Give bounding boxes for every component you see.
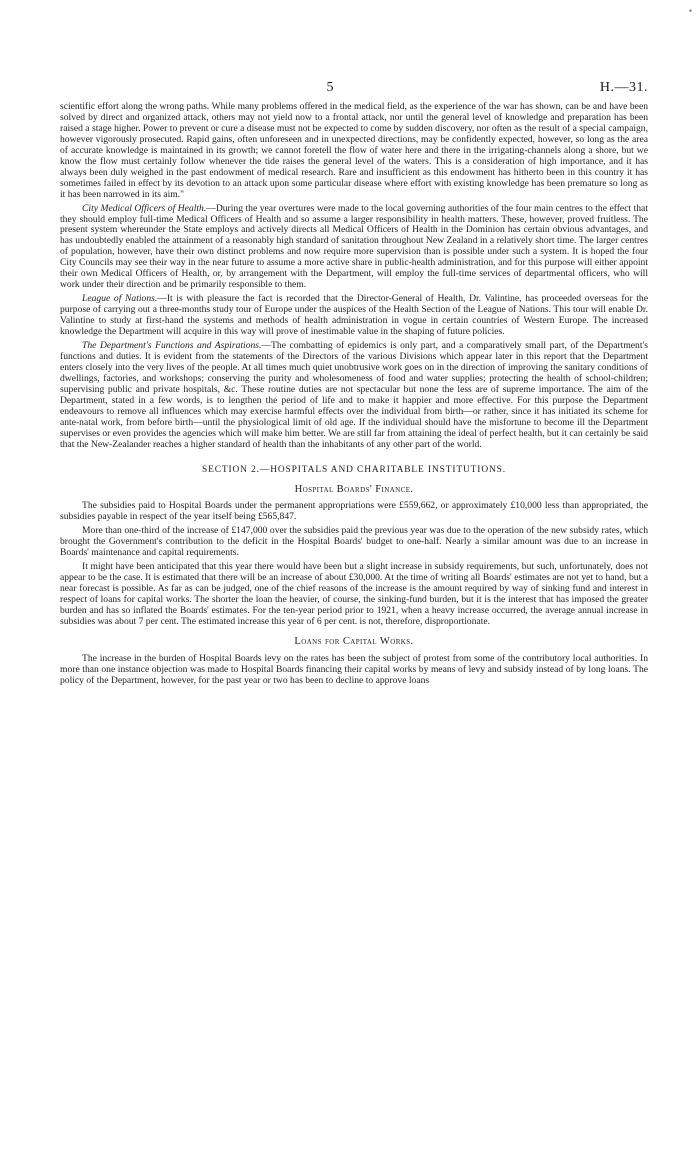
sub-heading-finance: Hospital Boards' Finance. bbox=[294, 483, 414, 495]
paragraph-title: League of Nations. bbox=[82, 293, 158, 305]
body-text bbox=[60, 102, 648, 687]
page-number: 5 bbox=[326, 80, 334, 95]
paragraph-subsidies: The subsidies paid to Hospital Boards under the permanent appropriations were £559,662, or approximately £10,000 less than appropriated, the subsidies payable in respect of the year itself being £565,847. bbox=[60, 500, 648, 523]
document-reference: H.—31. bbox=[599, 80, 648, 95]
paragraph-text: —It is with pleasure the fact is recorded that the Director-General of Health, Dr. Valintine, has proceeded overseas for the purpose of carrying out a three-months study tour of Europe under the auspices of the Health Section of the League of Nations. This tour will enable Dr. Valintine to study at first-hand the systems and methods of health administration in vogue in certain countries of Western Europe. The increased knowledge the Department will acquire in this way will prove of inestimable value in the shaping of future policies. bbox=[60, 293, 648, 338]
paragraph-text: —The combatting of epidemics is only part, and a comparatively small part, of the Department's functions and duties. It is evident from the statements of the Directors of the various Divisions which appear later in this report that the Department enters closely into the very lives of the people. At all times much quiet unobtrusive work goes on in the direction of improving the sanitary conditions of dwellings, factories, and workshops; conserving the purity and wholesomeness of food and water supplies; protecting the health of school-children; supervising public and private hospitals, &c. These routine duties are not spectacular but none the less are of supreme importance. The aim of the Department, stated in a few words, is to lengthen the period of life and to make it happier and more effective. For this purpose the Department endeavours to remove all influences which may exercise harmful effects over the individual from birth—or rather, since it has initiated its scheme for ante-natal work, from before birth—until the physiological limit of old age. If the individual should have the misfortune to become ill the Department supervises or even provides the agencies which will make him better. We are still far from attaining the ideal of perfect health, but it can certainly be said that the New-Zealander reaches a higher standard of health than the inhabitants of any other part of the world. bbox=[60, 340, 648, 450]
paragraph-title: City Medical Officers of Health. bbox=[82, 202, 207, 214]
paragraph-levy: The increase in the burden of Hospital Boards levy on the rates has been the subject of protest from some of the contributory local authorities. In more than one instance objection was made to Hospital Boards financing their capital works by means of levy and subsidy instead of by long loans. The policy of the Department, however, for the past year or two has been to decline to approve loans bbox=[60, 652, 648, 686]
paragraph-continued: scientific effort along the wrong paths. While many problems offered in the medical field, as the experience of the war has shown, can be and have been solved by direct and organized attack, others may not yield now to a frontal attack, nor until the general level of knowledge and preparation has been raised a stage higher. Power to prevent or cure a disease must not be expected to come by sudden discovery, nor often as the result of a special campaign, however vigorously prosecuted. Rapid gains, often unforeseen and in unexpected directions, may be confidently expected, however, so long as the area of accurate knowledge is maintained in its growth; we cannot foretell the flow of water here and there in the irrigating-channels along a shore, but we know the flow must certainly follow whenever the tide raises the general level of the waters. This is a consideration of high importance, and it has always been duly weighed in the past endowment of medical research. Rare and insufficient as this endowment has hitherto been in this country it has sometimes failed in effect by its devotion to an attack upon some particular disease where effort with existing knowledge has been premature so long as it has been narrowed in its aim." bbox=[60, 101, 648, 200]
paragraph-anticipated: It might have been anticipated that this year there would have been but a slight increase in subsidy requirements, but such, unfortunately, does not appear to be the case. It is estimated that there will be an increase of about £30,000. At the time of writing all Boards' estimates are not yet to hand, but a near forecast is possible. As far as can be judged, one of the chief reasons of the increase is the amount required by way of sinking fund and interest in respect of loans for capital works. The shorter the loan the heavier, of course, the sinking-fund burden, but it is the interest that has imposed the greater burden and has so inflated the Boards' estimates. For the ten-year period prior to 1921, when a heavy increase occurred, the average annual increase in subsidies was about 7 per cent. The estimated increase this year of 6 per cent. is not, therefore, disproportionate. bbox=[60, 561, 648, 627]
sub-heading-loans: Loans for Capital Works. bbox=[294, 635, 414, 647]
paragraph-text: —During the year overtures were made to the local governing authorities of the four main centres to the effect that they should employ full-time Medical Officers of Health and so assume a larger responsibility in health matters. These, however, proved fruitless. The present system whereunder the State employs and actively directs all Medical Officers of Health in the Dominion has certain obvious advantages, and has undoubtedly enabled the attainment of a reasonably high standard of sanitation throughout New Zealand in a relatively short time. The larger centres of population, however, have their own distinct problems and now require more supervision than is possible under such a system. It is hoped the four City Councils may see their way in the near future to assume a more active share in public-health administration, and for this purpose will either appoint their own Medical Officers of Health, or, by arrangement with the Department, will employ the full-time services of departmental officers, who will work under their direction and be primarily responsible to them. bbox=[60, 202, 648, 291]
corner-mark: • bbox=[688, 6, 692, 16]
paragraph-increase: More than one-third of the increase of £147,000 over the subsidies paid the previous year was due to the operation of the new subsidy rates, which brought the Government's contribution to the deficit in the Hospital Boards' budget to one-half. Nearly a similar amount was due to an increase in Boards' maintenance and capital requirements. bbox=[60, 525, 648, 559]
paragraph-department-functions bbox=[60, 341, 648, 451]
paragraph-city-medical-officers bbox=[60, 204, 648, 292]
section-heading: SECTION 2.—HOSPITALS AND CHARITABLE INSTITUTIONS. bbox=[201, 464, 507, 475]
paragraph-league-of-nations bbox=[60, 294, 648, 338]
paragraph-title: The Department's Functions and Aspirations. bbox=[82, 340, 262, 352]
